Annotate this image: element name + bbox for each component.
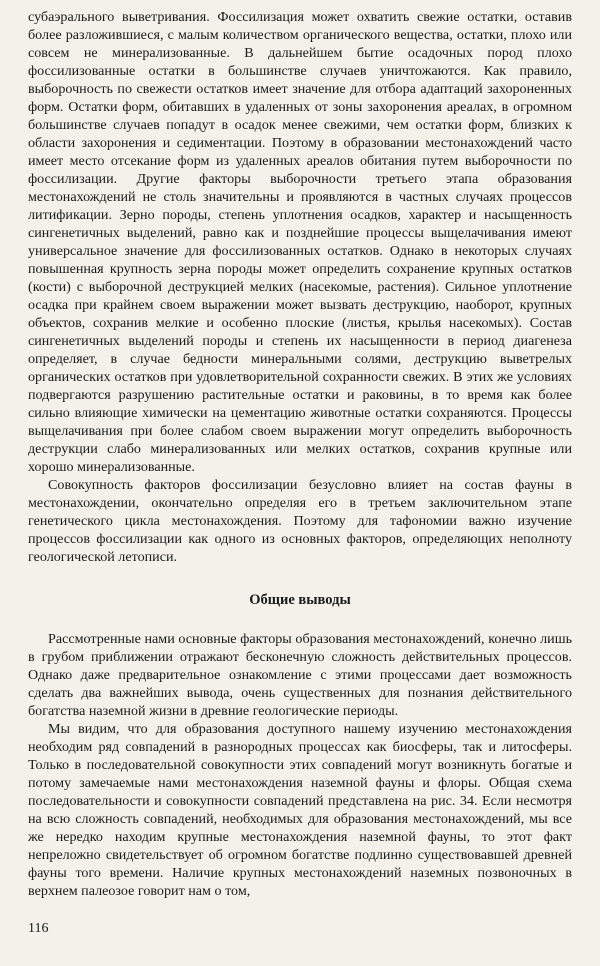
paragraph-fossilization-selectivity: субаэрального выветривания. Фоссилизация может охватить свежие остатки, оставив более разложившиеся, с малым количеством органического вещества, остатки, плохо или совсем не минерализованные. В дальнейшем бытие осадочных пород плохо фоссилизованные остатки в большинстве случаев уничтожаются. Как правило, выборочность по свежести остатков имеет значение для отбора адаптаций захороненных форм. Остатки форм, обитавших в удаленных от зоны захоронения ареалах, в огромном большинстве случаев попадут в осадок менее свежими, чем остатки форм, близких к области захоронения и седиментации. Поэтому в образовании местонахождений часто имеет место отсекание форм из удаленных ареалов обитания путем выборочности по фоссилизации. Другие факторы выборочности третьего этапа образования местонахождений не столь значительны и проявляются в частных случаях процессов литификации. Зерно породы, степень уплотнения осадков, характер и насыщенность сингенетичных выделений, равно как и позднейшие процессы выщелачивания имеют универсальное значение для фоссилизованных остатков. Однако в некоторых случаях повышенная крупность зерна породы может определить сохранение крупных остатков (кости) с выборочной деструкцией мелких (насекомые, растения). Сильное уплотнение осадка при крайнем своем выражении может вызвать деструкцию, наоборот, крупных объектов, сохранив мелкие и особенно плоские (листья, крылья насекомых). Состав сингенетичных выделений породы и степень их насыщенности в период диагенеза определяет, в случае бедности минеральными солями, деструкцию выветрелых органических остатков при удовлетворительной сохранности свежих. В этих же условиях подвергаются разрушению растительные остатки и раковины, в то время как более сильно влияющие химически на цементацию животные остатки сохраняются. Процессы выщелачивания при более слабом своем выражении могут определить выборочность деструкции слабо минерализованных или мелких остатков, сохранив крупные или хорошо минерализованные. bbox=[28, 9, 572, 475]
page-number: 116 bbox=[28, 921, 49, 936]
paragraph-fossilization-summary: Совокупность факторов фоссилизации безусловно влияет на состав фауны в местонахождении, окончательно определяя его в третьем заключительном этапе генетического цикла местонахождения. Поэтому для тафономии важно изучение процессов фоссилизации как одного из основных факторов, определяющих неполноту геологической летописи. bbox=[28, 477, 572, 565]
text-column bbox=[28, 8, 572, 900]
section-heading: Общие выводы bbox=[249, 592, 351, 608]
paragraph-conclusions-coincidences: Мы видим, что для образования доступного нашему изучению местонахождения необходим ряд совпадений в разнородных процессах как биосферы, так и литосферы. Только в последовательной совокупности этих совпадений могут возникнуть богатые и потому замечаемые нами местонахождения наземной фауны и флоры. Общая схема последовательности и совокупности совпадений представлена на рис. 34. Если несмотря на всю сложность совпадений, необходимых для образования местонахождений, мы все же нередко находим крупные местонахождения наземной фауны, то этот факт непреложно свидетельствует об огромном богатстве подлинно существовавшей древней фауны того времени. Наличие крупных местонахождений наземных позвоночных в верхнем палеозое говорит нам о том, bbox=[28, 721, 572, 899]
paragraph-conclusions-intro: Рассмотренные нами основные факторы образования местонахождений, конечно лишь в грубом приближении отражают бесконечную сложность действительных процессов. Однако даже предварительное ознакомление с этими процессами дает возможность сделать два важнейших вывода, очень существенных для познания действительного богатства наземной жизни в древние геологические периоды. bbox=[28, 631, 572, 719]
